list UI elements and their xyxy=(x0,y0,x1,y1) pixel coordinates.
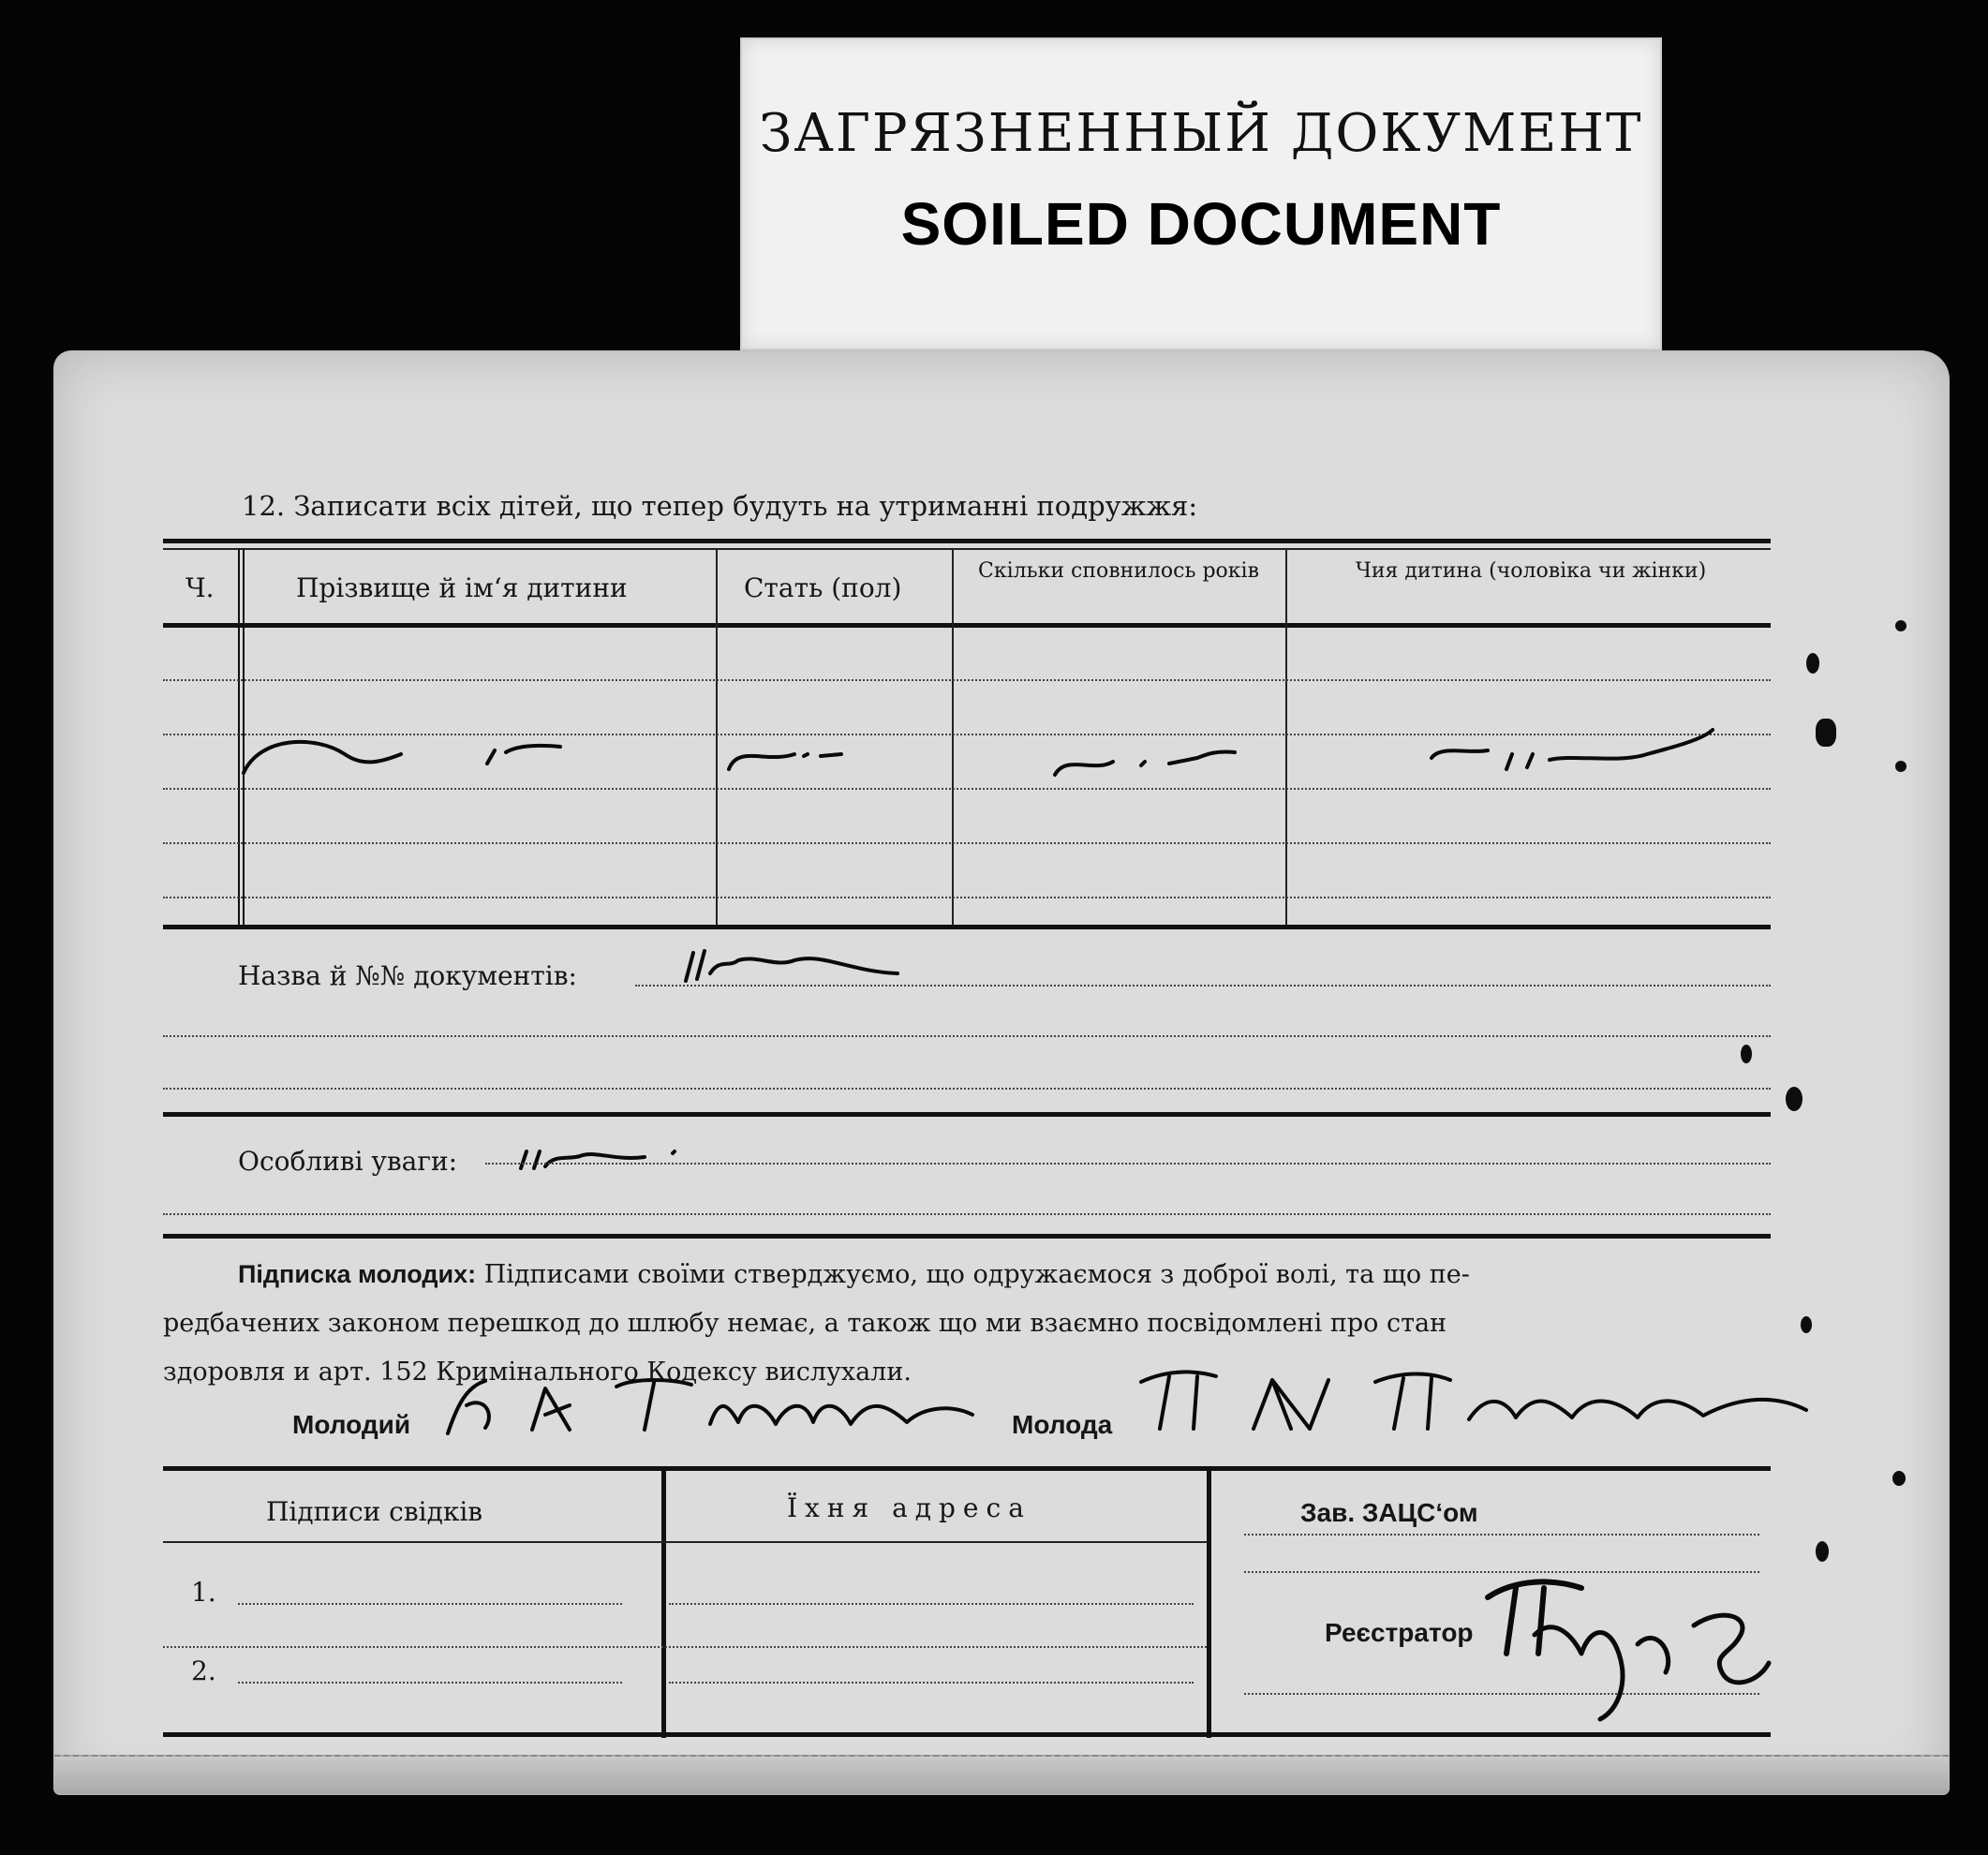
registrar-label: Реєстратор xyxy=(1325,1618,1474,1647)
punch-hole xyxy=(1786,1087,1803,1111)
declaration-heading: Підписка молодих: xyxy=(238,1260,477,1288)
declaration-text-line-3: здоровля и арт. 152 Кримінального Кодексу вислухали. xyxy=(163,1358,912,1387)
label-title-en: SOILED DOCUMENT xyxy=(900,190,1502,258)
notes-scribble xyxy=(513,1133,757,1180)
notes-label: Особливі уваги: xyxy=(238,1146,458,1177)
registrar-signature xyxy=(1478,1569,1778,1729)
declaration-text-line-1: Підписами своїми стверджуємо, що одружаємося з доброї волі, та що пе- xyxy=(483,1260,1470,1289)
witness-2-number: 2. xyxy=(191,1655,216,1686)
head-of-registry-label: Зав. ЗАЦС‘ом xyxy=(1300,1498,1478,1527)
punch-hole xyxy=(1806,653,1819,674)
section-12-heading: 12. Записати всіх дітей, що тепер будуть на утриманні подружжя: xyxy=(242,490,1198,522)
address-header: Їхня адреса xyxy=(787,1492,1031,1523)
col-age: Скільки сповнилось років xyxy=(978,559,1259,583)
punch-hole xyxy=(1895,620,1906,631)
groom-signature xyxy=(429,1368,1010,1452)
punch-hole xyxy=(1895,761,1906,772)
documents-scribble xyxy=(682,940,926,996)
col-whose-child: Чия дитина (чоловіка чи жінки) xyxy=(1355,559,1707,583)
punch-hole xyxy=(1741,1045,1752,1063)
bride-label: Молода xyxy=(1012,1410,1113,1439)
punch-hole xyxy=(1892,1471,1906,1486)
punch-hole xyxy=(1801,1316,1812,1333)
col-number: Ч. xyxy=(185,572,215,603)
col-child-name: Прізвище й ім‘я дитини xyxy=(296,572,628,603)
sheet-bottom-edge xyxy=(54,1755,1949,1794)
marriage-record-form xyxy=(54,351,1949,1794)
witness-1-number: 1. xyxy=(191,1577,216,1608)
punch-hole xyxy=(1816,719,1836,747)
bride-signature xyxy=(1132,1363,1881,1447)
punch-hole xyxy=(1816,1541,1829,1562)
soiled-document-label xyxy=(740,37,1662,350)
declaration-text-line-2: редбачених законом перешкод до шлюбу немає, а також що ми взаємно посвідомлені про стан xyxy=(163,1309,1447,1338)
witnesses-header: Підписи свідків xyxy=(266,1496,483,1527)
col-sex: Стать (пол) xyxy=(744,572,902,603)
groom-label: Молодий xyxy=(292,1410,411,1439)
table-dash-marks xyxy=(242,726,1778,792)
documents-label: Назва й №№ документів: xyxy=(238,960,577,991)
label-title-ru: ЗАГРЯЗНЕННЫЙ ДОКУМЕНТ xyxy=(759,103,1643,164)
